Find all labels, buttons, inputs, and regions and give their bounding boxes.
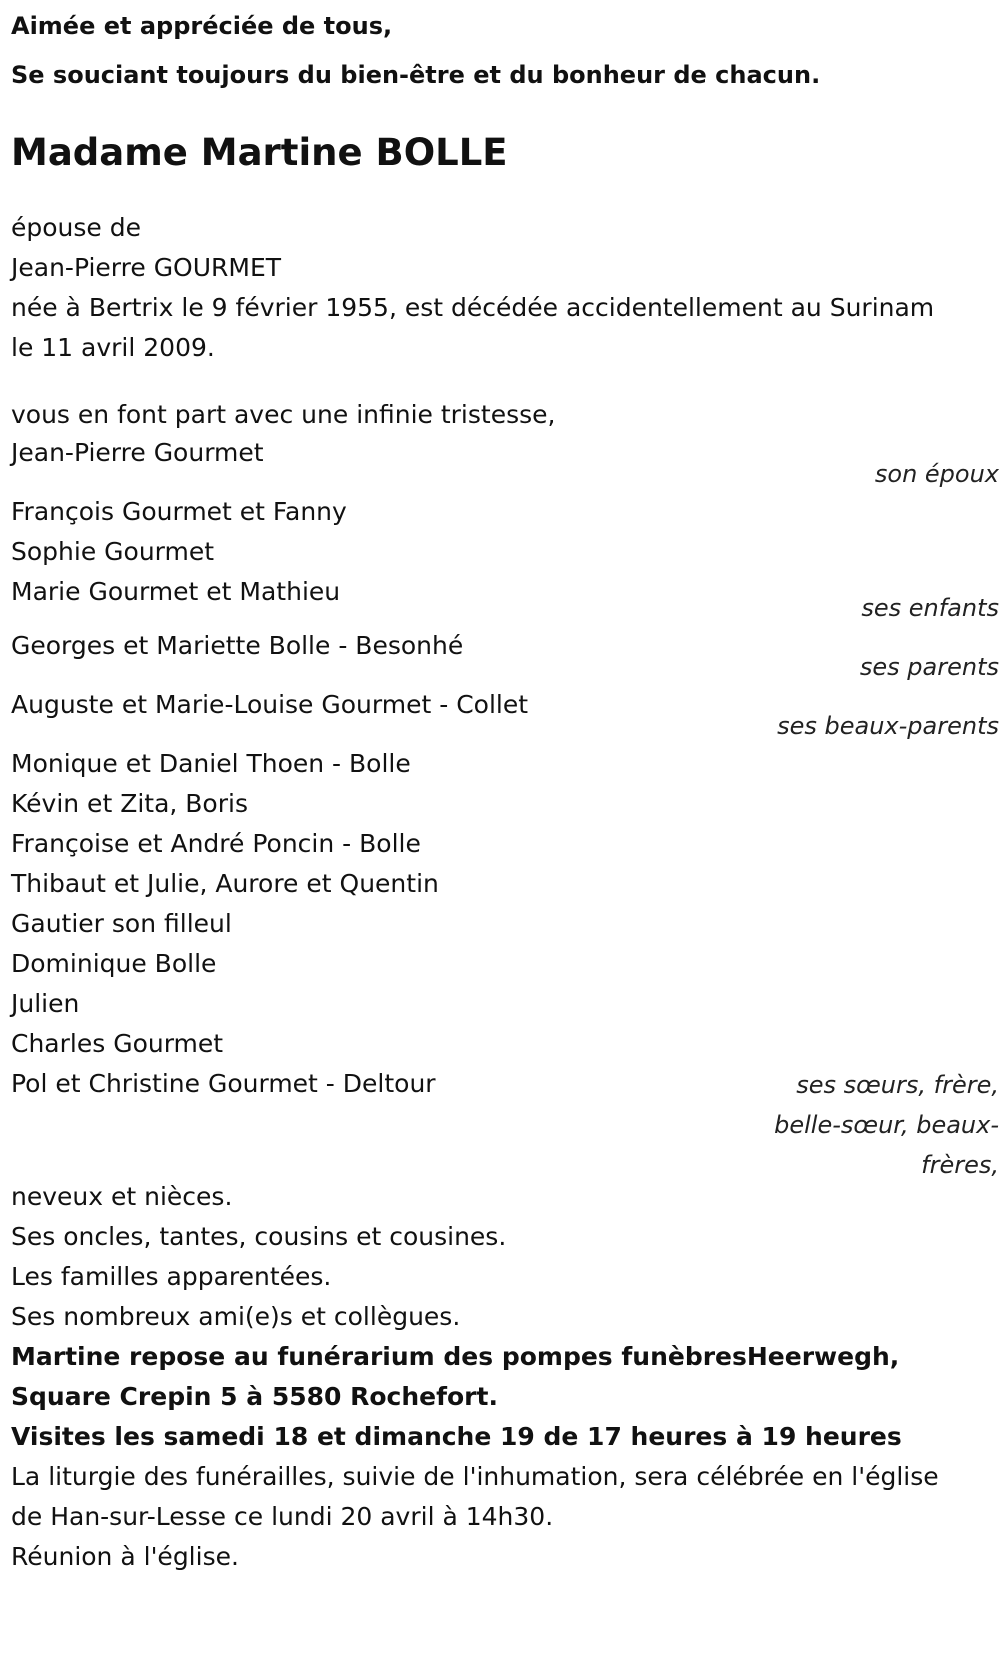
family-name: Françoise et André Poncin - Bolle xyxy=(11,829,421,858)
role-label-children: ses enfants xyxy=(861,594,999,622)
funerarium-address: Square Crepin 5 à 5580 Rochefort. xyxy=(11,1382,498,1411)
extended-family-line: neveux et nièces. xyxy=(11,1182,233,1211)
intro-line-1: Aimée et appréciée de tous, xyxy=(11,12,393,40)
identity-block xyxy=(11,208,934,368)
identity-line: épouse de xyxy=(11,213,141,242)
role-label-spouse: son époux xyxy=(874,460,999,488)
family-group-in-laws xyxy=(11,685,528,725)
identity-line: Jean-Pierre GOURMET xyxy=(11,253,282,282)
extended-family-line: Ses oncles, tantes, cousins et cousines. xyxy=(11,1222,507,1251)
announce-line: vous en font part avec une infinie tristesse, xyxy=(11,400,556,429)
family-name: Sophie Gourmet xyxy=(11,537,215,566)
visiting-hours: Visites les samedi 18 et dimanche 19 de 17 heures à 19 heures xyxy=(11,1422,902,1451)
identity-line: le 11 avril 2009. xyxy=(11,333,215,362)
role-label-in-laws: ses beaux-parents xyxy=(777,712,999,740)
announce-block xyxy=(11,395,555,435)
role-label-parents: ses parents xyxy=(859,653,999,681)
family-name: Georges et Mariette Bolle - Besonhé xyxy=(11,631,464,660)
family-name: Auguste et Marie-Louise Gourmet - Collet xyxy=(11,690,529,719)
family-name: Kévin et Zita, Boris xyxy=(11,789,248,818)
family-name: Charles Gourmet xyxy=(11,1029,224,1058)
family-name: Julien xyxy=(11,989,80,1018)
family-group-siblings xyxy=(11,744,439,1104)
family-name: Jean-Pierre Gourmet xyxy=(11,438,264,467)
family-name: François Gourmet et Fanny xyxy=(11,497,347,526)
family-group-parents xyxy=(11,626,463,666)
extended-family-line: Ses nombreux ami(e)s et collègues. xyxy=(11,1302,461,1331)
family-name: Thibaut et Julie, Aurore et Quentin xyxy=(11,869,439,898)
family-name: Monique et Daniel Thoen - Bolle xyxy=(11,749,411,778)
role-label-siblings: ses sœurs, frère, belle-sœur, beaux-frères, xyxy=(774,1071,999,1179)
meeting-line: Réunion à l'église. xyxy=(11,1542,239,1571)
liturgy-line: La liturgie des funérailles, suivie de l'inhumation, sera célébrée en l'église xyxy=(11,1462,939,1491)
intro-line-2: Se souciant toujours du bien-être et du bonheur de chacun. xyxy=(11,61,821,89)
funerarium-line: Martine repose au funérarium des pompes funèbresHeerwegh, xyxy=(11,1342,900,1371)
extended-family-block xyxy=(11,1177,939,1577)
family-name: Marie Gourmet et Mathieu xyxy=(11,577,341,606)
liturgy-line: de Han-sur-Lesse ce lundi 20 avril à 14h30. xyxy=(11,1502,554,1531)
family-group-children xyxy=(11,492,347,612)
extended-family-line: Les familles apparentées. xyxy=(11,1262,332,1291)
identity-line: née à Bertrix le 9 février 1955, est décédée accidentellement au Surinam xyxy=(11,293,935,322)
family-name: Pol et Christine Gourmet - Deltour xyxy=(11,1069,436,1098)
page-title: Madame Martine BOLLE xyxy=(11,131,508,174)
family-name: Gautier son filleul xyxy=(11,909,232,938)
family-name: Dominique Bolle xyxy=(11,949,217,978)
family-group-spouse xyxy=(11,433,264,473)
